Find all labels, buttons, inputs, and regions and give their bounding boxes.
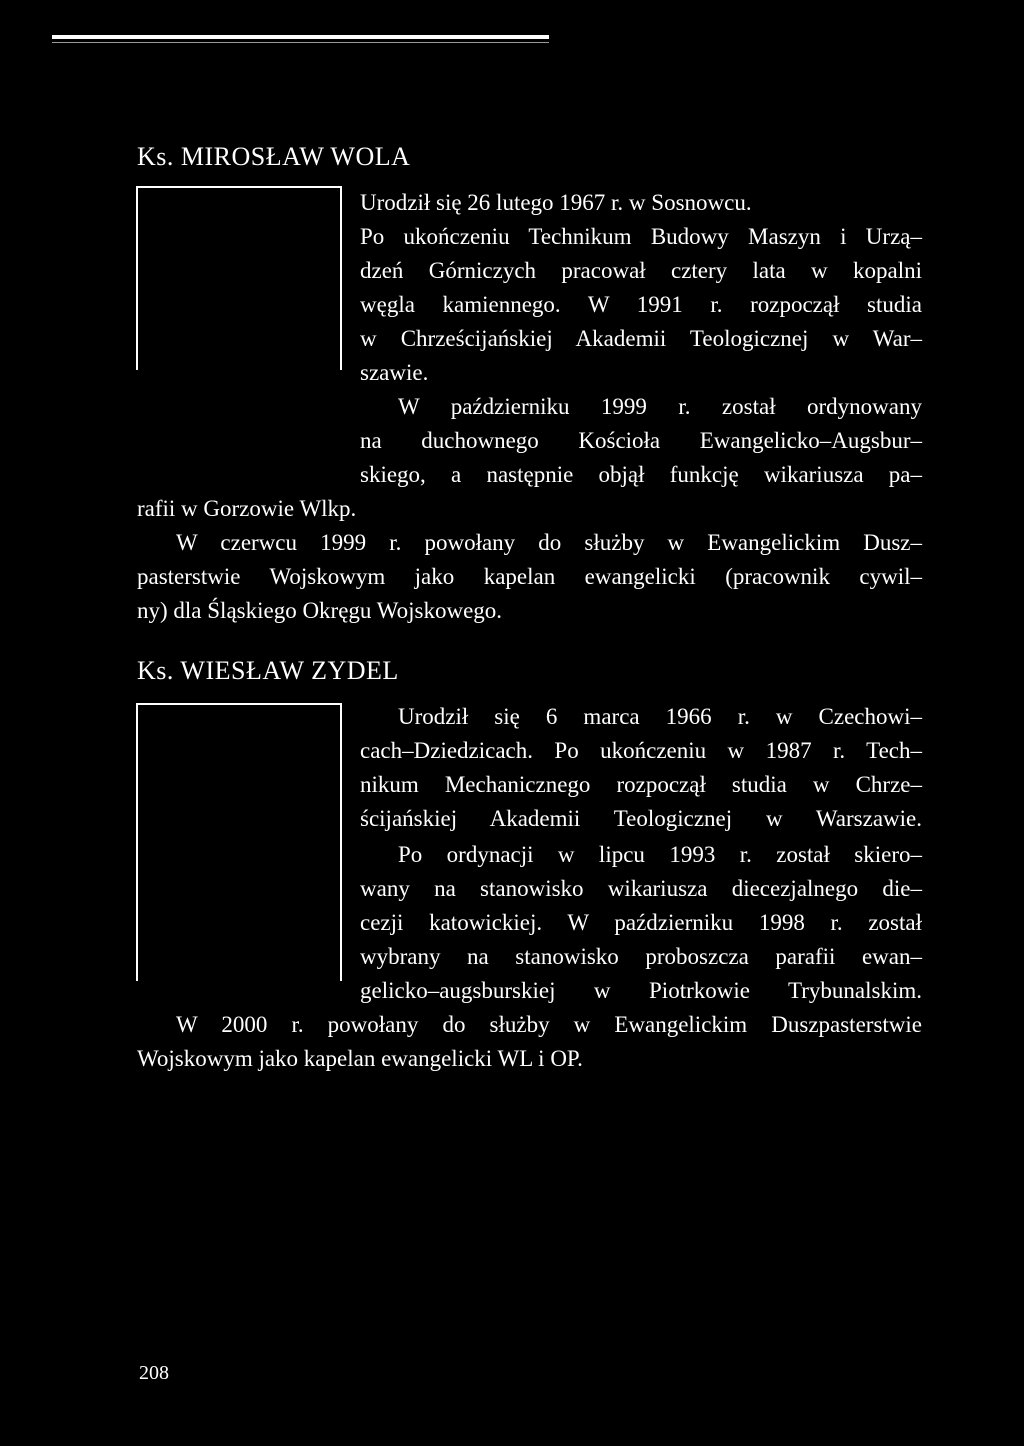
photo-placeholder-wola — [136, 186, 342, 370]
top-rule-thin — [52, 42, 549, 43]
bio-zydel-line: Wojskowym jako kapelan ewangelicki WL i OP. — [137, 1046, 583, 1071]
bio-wola-line: na duchownego Kościoła Ewangelicko–Augsbur– — [360, 428, 922, 453]
page-number: 208 — [139, 1362, 169, 1384]
bio-zydel-line: wybrany na stanowisko proboszcza parafii ewan– — [360, 944, 922, 969]
bio-zydel-line: Po ordynacji w lipcu 1993 r. został skiero– — [398, 842, 922, 867]
bio-wola-line: W czerwcu 1999 r. powołany do służby w Ewangelickim Dusz– — [176, 530, 922, 555]
bio-wola-line: w Chrześcijańskiej Akademii Teologicznej w War– — [360, 326, 922, 351]
top-rule — [52, 35, 549, 39]
section2-heading: Ks. WIESŁAW ZYDEL — [137, 656, 399, 685]
bio-zydel-line: ścijańskiej Akademii Teologicznej w Warszawie. — [360, 806, 922, 831]
bio-zydel-line: nikum Mechanicznego rozpoczął studia w Chrze– — [360, 772, 922, 797]
bio-zydel-line: cach–Dziedzicach. Po ukończeniu w 1987 r. Tech– — [360, 738, 922, 763]
bio-zydel-line: Urodził się 6 marca 1966 r. w Czechowi– — [398, 704, 922, 729]
bio-zydel-line: gelicko–augsburskiej w Piotrkowie Trybunalskim. — [360, 978, 922, 1003]
bio-wola-line: pasterstwie Wojskowym jako kapelan ewangelicki (pracownik cywil– — [137, 564, 922, 589]
bio-zydel-line: wany na stanowisko wikariusza diecezjalnego die– — [360, 876, 922, 901]
bio-wola-line: ny) dla Śląskiego Okręgu Wojskowego. — [137, 598, 503, 623]
bio-wola-line: Po ukończeniu Technikum Budowy Maszyn i Urzą– — [360, 224, 922, 249]
bio-zydel-line: cezji katowickiej. W październiku 1998 r. został — [360, 910, 922, 935]
bio-wola-line: szawie. — [360, 360, 429, 385]
bio-zydel-line: W 2000 r. powołany do służby w Ewangelickim Duszpasterstwie — [176, 1012, 922, 1037]
bio-wola-line: węgla kamiennego. W 1991 r. rozpoczął studia — [360, 292, 922, 317]
bio-wola-line: Urodził się 26 lutego 1967 r. w Sosnowcu. — [360, 190, 752, 215]
bio-wola-line: rafii w Gorzowie Wlkp. — [137, 496, 357, 521]
bio-wola-line: dzeń Górniczych pracował cztery lata w kopalni — [360, 258, 922, 283]
bio-wola-line: skiego, a następnie objął funkcję wikariusza pa– — [360, 462, 922, 487]
section1-heading: Ks. MIROSŁAW WOLA — [137, 142, 411, 171]
bio-wola-line: W październiku 1999 r. został ordynowany — [398, 394, 922, 419]
photo-placeholder-zydel — [136, 703, 342, 981]
